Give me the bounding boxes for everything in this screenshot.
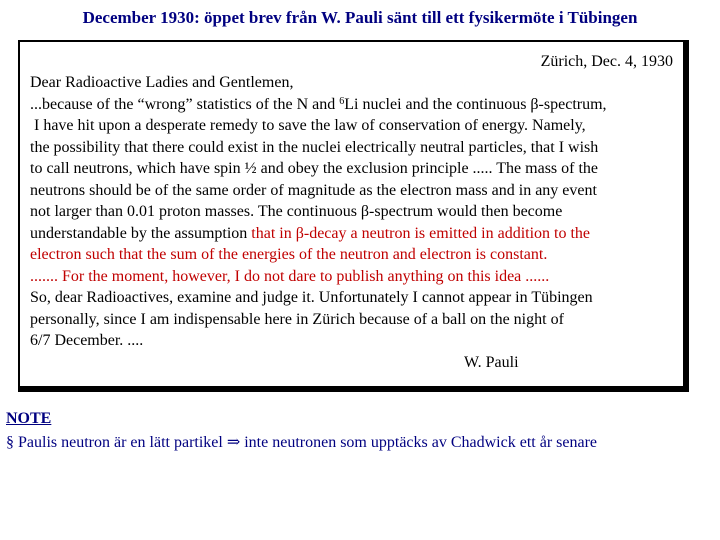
letter-line-2: I have hit upon a desperate remedy to save the law of conservation of energy. Namely,: [34, 117, 586, 134]
letter-line-8: electron such that the sum of the energies of the neutron and electron is constant.: [30, 246, 548, 263]
note-line: [6, 432, 597, 452]
letter-line-7a: understandable by the assumption: [30, 224, 252, 242]
letter-line-6: not larger than 0.01 proton masses. The continuous β-spectrum would then become: [30, 203, 563, 220]
isotope-superscript: 6: [339, 95, 345, 107]
letter-date: Zürich, Dec. 4, 1930: [540, 53, 673, 70]
letter-line-5: neutrons should be of the same order of magnitude as the electron mass and in any event: [30, 181, 597, 199]
letter-line-1b: Li nuclei and the continuous β-spectrum,: [344, 95, 607, 113]
letter-line-9: ....... For the moment, however, I do not dare to publish anything on this idea ......: [30, 267, 550, 285]
letter-line-12: 6/7 December. ....: [30, 332, 144, 349]
letter-line-10: So, dear Radioactives, examine and judge it. Unfortunately I cannot appear in Tübingen: [30, 289, 593, 306]
letter-line-4: to call neutrons, which have spin ½ and obey the exclusion principle ..... The mass of the: [30, 160, 599, 177]
letter-box: [18, 40, 689, 392]
note-text-b: inte neutronen som upptäcks av Chadwick ett år senare: [240, 434, 598, 451]
note-text-a: Paulis neutron är en lätt partikel: [18, 434, 227, 451]
note-heading: NOTE: [6, 410, 52, 427]
letter-line-1a: ...because of the “wrong” statistics of the N and: [30, 95, 340, 113]
implies-arrow-icon: ⇒: [226, 434, 241, 451]
letter-line-3: the possibility that there could exist in the nuclei electrically neutral particles, that I wish: [30, 138, 599, 156]
highlighted-text: that in β-decay a neutron is emitted in addition to the: [251, 224, 591, 242]
letter-line-7: [30, 223, 682, 245]
letter-greeting: Dear Radioactive Ladies and Gentlemen,: [30, 74, 294, 91]
letter-line-11: personally, since I am indispensable here in Zürich because of a ball on the night of: [30, 310, 564, 328]
slide-title: December 1930: öppet brev från W. Pauli sänt till ett fysikermöte i Tübingen: [82, 8, 638, 27]
letter-body: [30, 72, 682, 352]
letter-signature: W. Pauli: [464, 354, 519, 371]
bullet-icon: §: [6, 434, 14, 451]
letter-line-1: [30, 94, 682, 116]
